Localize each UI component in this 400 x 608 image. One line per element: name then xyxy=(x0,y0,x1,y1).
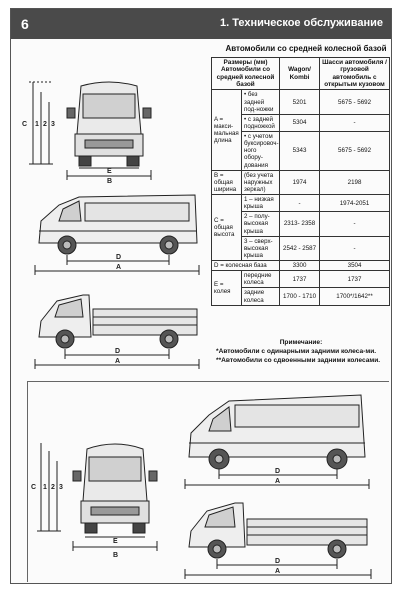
cell-wagon: 1737 xyxy=(280,271,320,288)
dim-label-a-bottom: A xyxy=(275,478,281,485)
page-header xyxy=(11,9,391,39)
dim-label-d-bottom: D xyxy=(275,468,281,475)
table-row xyxy=(212,261,390,271)
group-label-b: B = общая ширина xyxy=(212,170,242,194)
cell-wagon: - xyxy=(280,195,320,212)
row-sub: передние колеса xyxy=(242,271,280,288)
section-title: 1. Техническое обслуживание xyxy=(219,17,383,29)
row-sub: 1 – низкая крыша xyxy=(242,195,280,212)
table-row xyxy=(212,271,390,288)
front-view-bottom-diagram xyxy=(31,429,171,559)
row-sub: задние колеса xyxy=(242,288,280,305)
group-label-e: E = колея xyxy=(212,271,242,306)
cell-chassis: 3504 xyxy=(320,261,390,271)
dim-label-c1: 1 xyxy=(35,121,39,128)
notes-heading: Примечание: xyxy=(279,339,323,346)
cell-wagon: 1974 xyxy=(280,170,320,194)
cell-chassis: 1700*/1642** xyxy=(320,288,390,305)
dim-label-c2: 2 xyxy=(43,121,47,128)
front-view-diagram xyxy=(19,64,169,184)
row-sub: 3 – сверх-высокая крыша xyxy=(242,236,280,260)
cell-chassis: 1974-2051 xyxy=(320,195,390,212)
cell-chassis: - xyxy=(320,212,390,236)
dim-label-c1-bottom: 1 xyxy=(43,484,47,491)
col-header-dimensions: Размеры (мм) Автомобили со средней колесной базой xyxy=(212,58,280,90)
side-view-van-diagram xyxy=(19,181,209,276)
dim-label-d: D xyxy=(116,254,122,261)
dim-label-c3: 3 xyxy=(51,121,55,128)
dim-label-b-bottom: B xyxy=(113,552,119,559)
cell-chassis: 1737 xyxy=(320,271,390,288)
dim-label-a-chassis: A xyxy=(115,358,121,365)
dim-label-c: C xyxy=(22,121,28,128)
cell-chassis: - xyxy=(320,114,390,131)
dim-label-c2-bottom: 2 xyxy=(51,484,55,491)
cell-wagon: 5201 xyxy=(280,90,320,114)
cell-wagon: 2542 - 2587 xyxy=(280,236,320,260)
cell-wagon: 3300 xyxy=(280,261,320,271)
side-view-chassis-bottom-diagram xyxy=(171,489,386,581)
row-sub: (без учета наружных зеркал) xyxy=(242,170,280,194)
table-title: Автомобили со средней колесной базой xyxy=(225,44,387,53)
dim-label-d-chassis: D xyxy=(115,348,121,355)
side-view-chassis-diagram xyxy=(19,277,209,372)
dim-label-e-bottom: E xyxy=(113,538,118,545)
row-sub: • с учетом буксировоч-ного обору-дования xyxy=(242,132,280,171)
dimensions-table xyxy=(211,57,390,306)
page-number: 6 xyxy=(21,16,29,32)
cell-chassis: 2198 xyxy=(320,170,390,194)
table-row xyxy=(212,170,390,194)
note-dual-wheels: **Автомобили со сдвоенными задними колесами. xyxy=(216,356,381,364)
dim-label-e: E xyxy=(107,168,112,175)
note-single-wheels: *Автомобили с одинарными задними колеса-ми. xyxy=(216,347,377,355)
dim-label-a: A xyxy=(116,264,122,271)
notes-block xyxy=(216,339,386,366)
col-header-chassis: Шасси автомобиля / грузовой автомобиль с открытым кузовом xyxy=(320,58,390,90)
group-label-c: C = общая высота xyxy=(212,195,242,261)
dim-label-c3-bottom: 3 xyxy=(59,484,63,491)
dim-label-a-chassis-bottom: A xyxy=(275,568,281,575)
cell-wagon: 2313- 2358 xyxy=(280,212,320,236)
table-row xyxy=(212,90,390,114)
dim-label-d-chassis-bottom: D xyxy=(275,558,281,565)
row-sub: • с задней подножкой xyxy=(242,114,280,131)
cell-chassis: - xyxy=(320,236,390,260)
dim-label-b: B xyxy=(107,178,113,184)
dim-label-c-bottom: C xyxy=(31,484,37,491)
cell-wagon: 1700 - 1710 xyxy=(280,288,320,305)
table-row xyxy=(212,195,390,212)
group-label-d: D = колесная база xyxy=(212,261,280,271)
row-sub: 2 – полу-высокая крыша xyxy=(242,212,280,236)
cell-chassis: 5675 - 5692 xyxy=(320,90,390,114)
table-header-row xyxy=(212,58,390,90)
side-view-highroof-diagram xyxy=(171,381,386,491)
cell-wagon: 5343 xyxy=(280,132,320,171)
row-sub: • без задней под-ножки xyxy=(242,90,280,114)
cell-chassis: 5675 - 5692 xyxy=(320,132,390,171)
cell-wagon: 5304 xyxy=(280,114,320,131)
col-header-wagon: Wagon/ Kombi xyxy=(280,58,320,90)
group-label-a: A = макси-мальная длина xyxy=(212,90,242,170)
manual-page xyxy=(10,8,392,584)
